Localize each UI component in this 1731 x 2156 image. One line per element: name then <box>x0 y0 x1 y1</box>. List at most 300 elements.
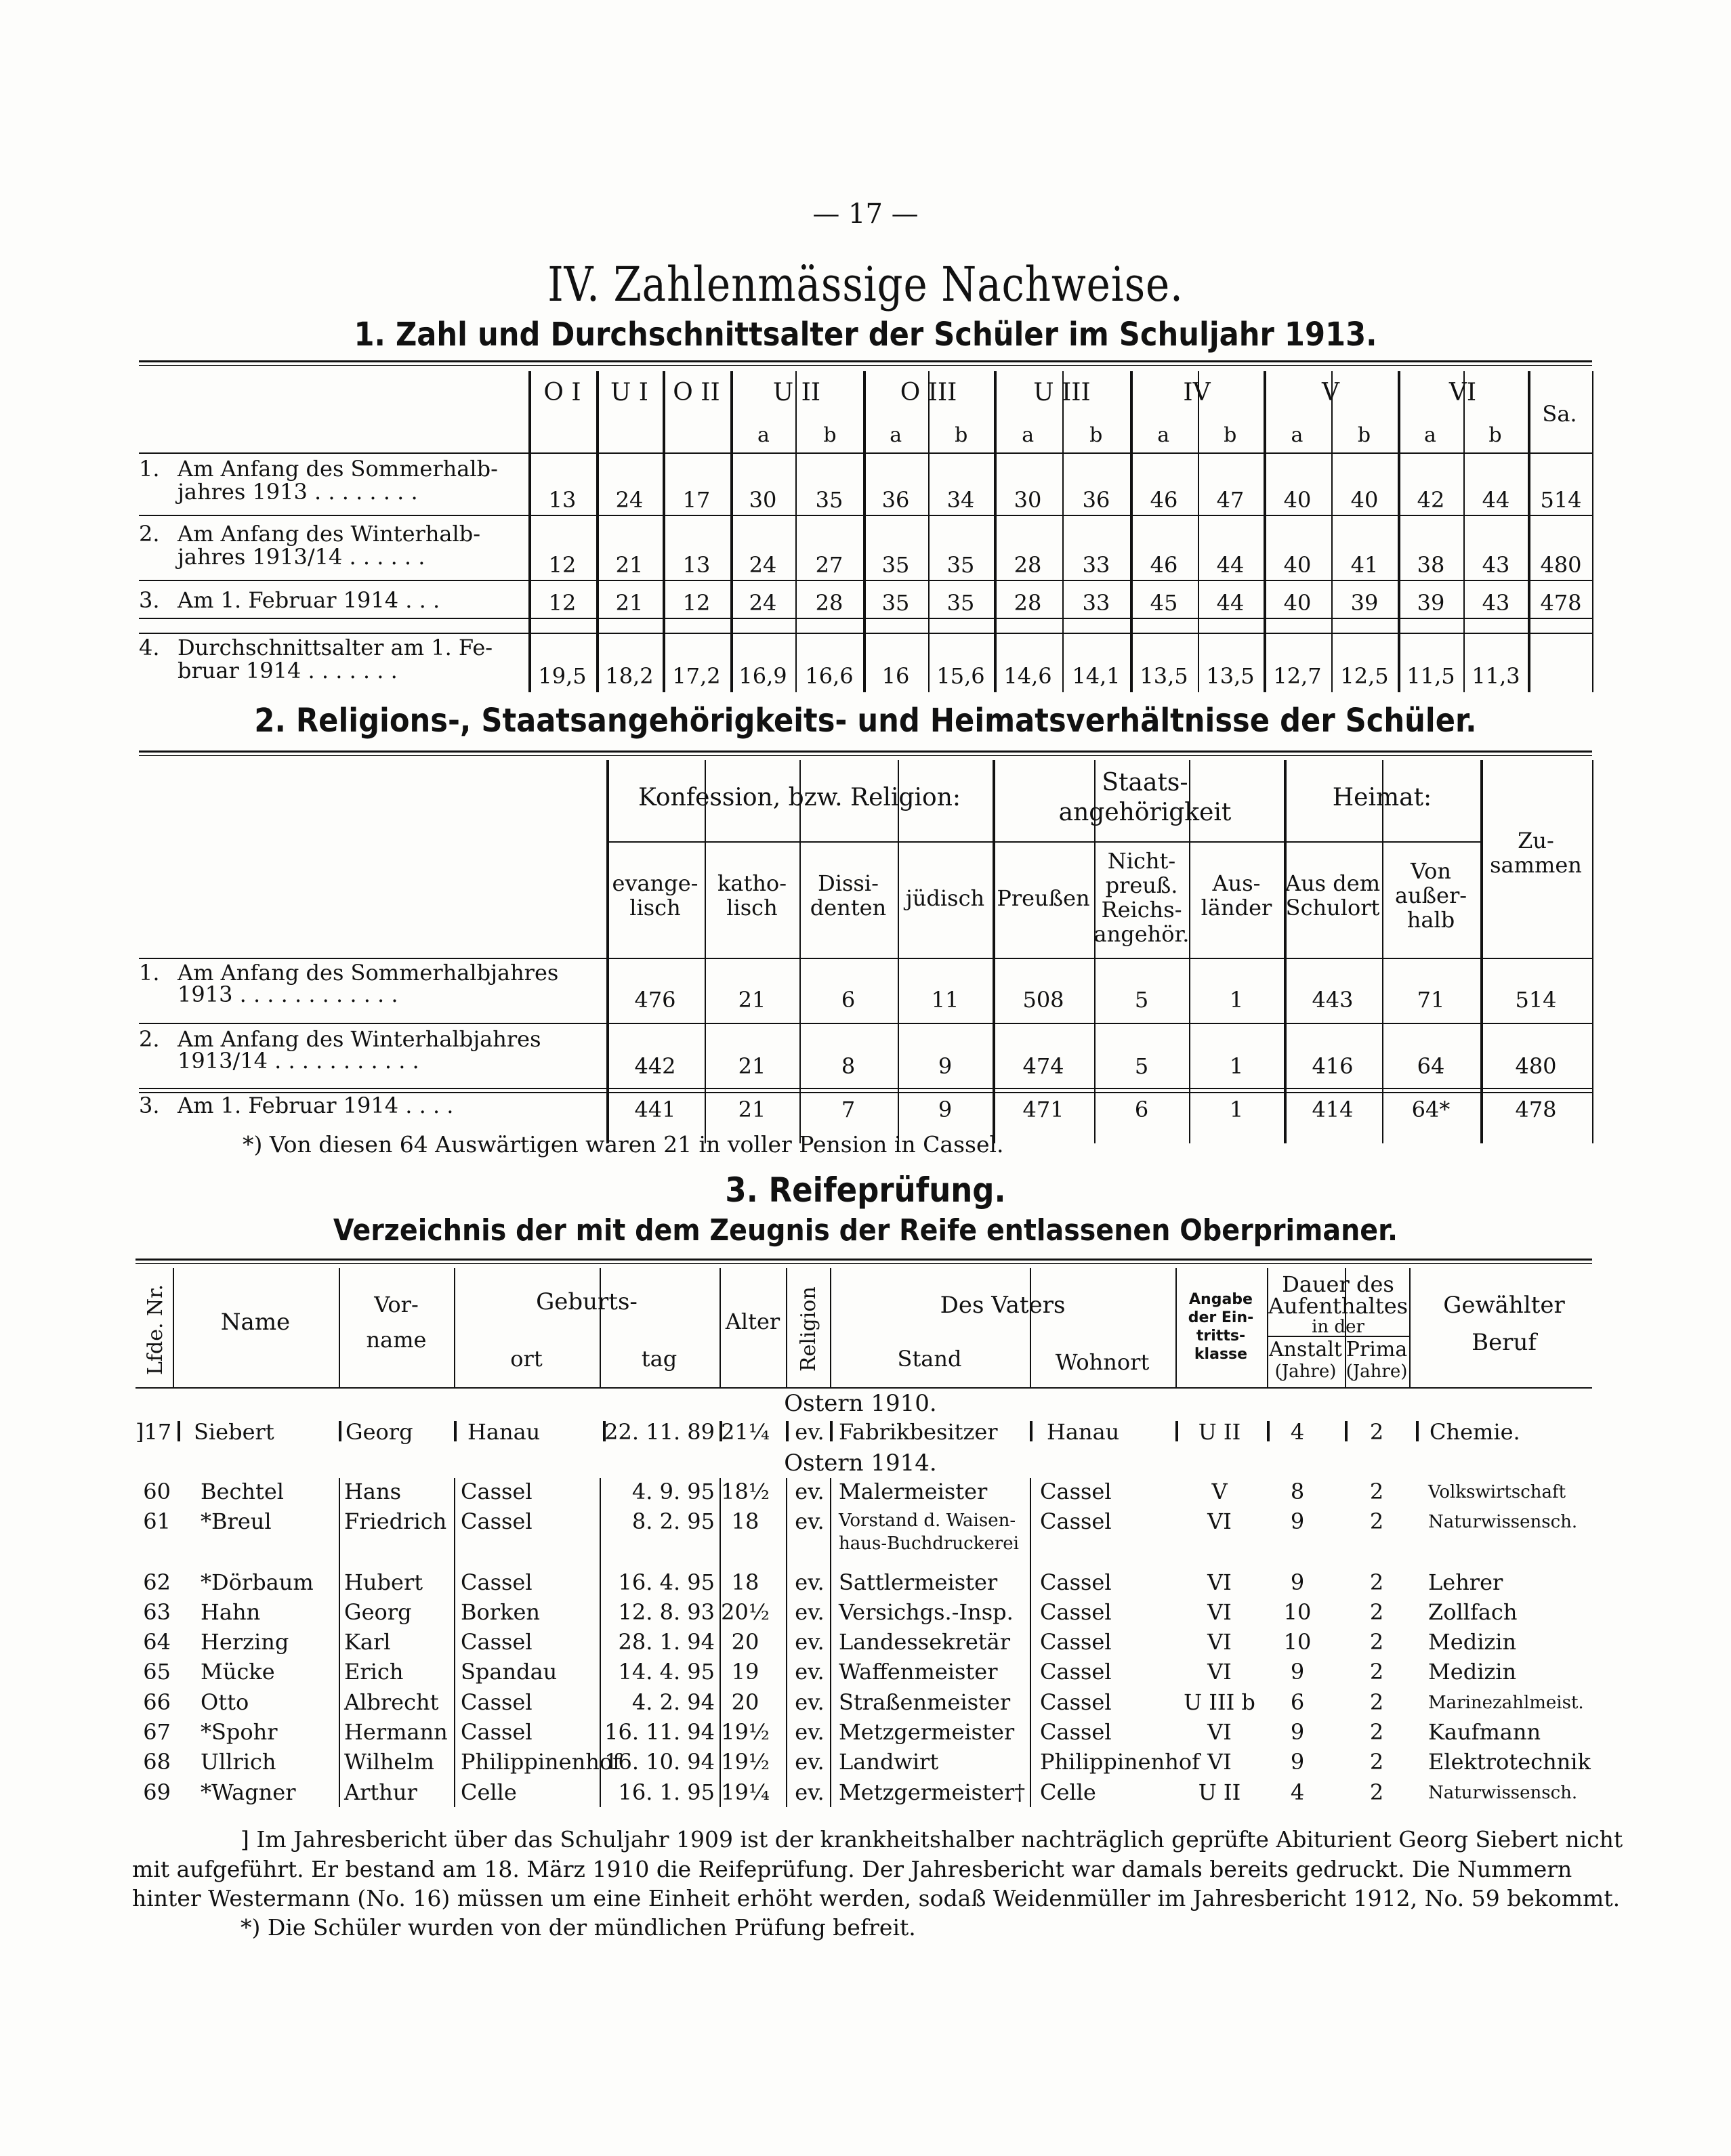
header-religion: Religion <box>797 1286 820 1372</box>
cell-divider-mark <box>454 1421 457 1441</box>
data-cell: 478 <box>1515 1097 1557 1122</box>
religion: ev. <box>795 1419 825 1445</box>
data-cell: 443 <box>1312 987 1354 1013</box>
data-cell: 480 <box>1515 1053 1557 1079</box>
column-header: angehör. <box>1093 921 1190 947</box>
years-school: 10 <box>1283 1629 1312 1655</box>
years-school: 9 <box>1290 1508 1305 1534</box>
data-cell: 21 <box>738 987 766 1013</box>
father-occupation: Metzgermeister† <box>839 1779 1026 1805</box>
data-cell: 514 <box>1515 987 1557 1013</box>
entry-class: U III b <box>1184 1689 1255 1715</box>
row-label: Am Anfang des Sommerhalbjahres <box>178 960 559 986</box>
father-occupation-line2: haus-Buchdruckerei <box>839 1534 1019 1554</box>
years-prima: 2 <box>1369 1629 1384 1655</box>
header-dauer-1: Dauer des <box>1282 1271 1394 1297</box>
data-cell: 40 <box>1283 590 1312 616</box>
header-heimat: Heimat: <box>1332 784 1432 811</box>
data-cell: 14,6 <box>1003 663 1052 689</box>
years-prima: 2 <box>1369 1419 1384 1445</box>
student-vorname: Georg <box>344 1599 412 1625</box>
age: 19¼ <box>721 1779 770 1805</box>
chosen-career: Naturwissensch. <box>1428 1783 1578 1803</box>
header-prima-2: (Jahre) <box>1346 1361 1408 1382</box>
header-eintritt: Angabe <box>1189 1291 1253 1308</box>
column-rule <box>898 760 899 1143</box>
data-cell: 16,9 <box>738 663 787 689</box>
father-residence: Cassel <box>1040 1479 1112 1504</box>
chosen-career: Medizin <box>1428 1659 1517 1685</box>
row-label: Am 1. Februar 1914 . . . <box>178 587 440 613</box>
row-number: 2. <box>139 1026 160 1052</box>
data-cell: 6 <box>841 987 856 1013</box>
data-cell: 30 <box>1014 487 1042 513</box>
birth-place: Cassel <box>461 1508 533 1534</box>
data-cell: 28 <box>1014 552 1042 578</box>
column-header: Zu- <box>1518 828 1554 853</box>
header-vorname-1: Vor- <box>374 1292 419 1317</box>
birth-place: Cassel <box>461 1689 533 1715</box>
student-vorname: Wilhelm <box>344 1749 434 1775</box>
cell-divider-mark <box>1175 1421 1178 1441</box>
class-column-rule <box>1331 371 1333 692</box>
column-header: denten <box>810 895 887 921</box>
data-cell: 16 <box>881 663 910 689</box>
data-cell: 6 <box>1134 1097 1149 1122</box>
age: 18 <box>731 1508 759 1534</box>
data-cell: 47 <box>1216 487 1245 513</box>
data-cell: 24 <box>749 590 777 616</box>
student-name: *Dörbaum <box>201 1569 314 1595</box>
years-school: 4 <box>1290 1779 1305 1805</box>
column-header: Nicht- <box>1107 848 1176 874</box>
data-cell: 33 <box>1082 590 1110 616</box>
class-column-rule <box>1463 371 1465 692</box>
data-cell: 17,2 <box>672 663 721 689</box>
class-column-rule <box>1198 371 1199 692</box>
birth-date: 4. 9. 95 <box>631 1479 715 1504</box>
class-column-rule <box>730 371 733 692</box>
chosen-career: Medizin <box>1428 1629 1517 1655</box>
father-residence: Philippinenhof <box>1040 1749 1200 1775</box>
header-vaters: Des Vaters <box>940 1292 1066 1319</box>
data-cell: 12,7 <box>1273 663 1322 689</box>
class-column-rule <box>1264 371 1266 692</box>
student-vorname: Albrecht <box>344 1689 439 1715</box>
header-dauer-3: in der <box>1312 1317 1364 1337</box>
row-number: 1. <box>139 456 160 482</box>
entry-class: VI <box>1207 1508 1232 1534</box>
data-cell: 474 <box>1022 1053 1064 1079</box>
class-column-rule <box>1130 371 1133 692</box>
father-residence: Hanau <box>1047 1419 1120 1445</box>
column-header: Aus dem <box>1285 870 1381 896</box>
entry-class: V <box>1211 1479 1228 1504</box>
class-column-rule <box>928 371 930 692</box>
entry-class: U II <box>1198 1419 1241 1445</box>
header-beruf-1: Gewählter <box>1443 1292 1565 1319</box>
note-line-3: hinter Westermann (No. 16) müssen um eine Einheit erhöht werden, sodaß Weidenmüller im Jahresbericht 1912, No. 59 bekommt. <box>132 1885 1621 1911</box>
class-column-rule <box>1062 371 1064 692</box>
class-header: U I <box>610 379 648 406</box>
data-cell: 28 <box>1014 590 1042 616</box>
note-line-1: ] Im Jahresbericht über das Schuljahr 1909 ist der krankheitshalber nachträglich geprüfte Abiturient Georg Siebert nicht <box>241 1826 1623 1853</box>
row-label: Am Anfang des Sommerhalb- <box>178 456 498 482</box>
data-cell: 480 <box>1540 552 1582 578</box>
column-header: außer- <box>1394 883 1467 908</box>
data-cell: 476 <box>634 987 676 1013</box>
chosen-career: Naturwissensch. <box>1428 1512 1578 1532</box>
father-occupation: Straßenmeister <box>839 1689 1011 1715</box>
section2-top-rule <box>139 751 1592 756</box>
data-cell: 11,3 <box>1472 663 1520 689</box>
column-header: Dissi- <box>818 870 879 896</box>
entry-class: VI <box>1207 1719 1232 1745</box>
birth-date: 16. 1. 95 <box>618 1779 715 1805</box>
religion: ev. <box>795 1659 825 1685</box>
religion: ev. <box>795 1479 825 1504</box>
data-cell: 41 <box>1350 552 1379 578</box>
sub-header-a: a <box>1291 423 1304 447</box>
class-header: IV <box>1183 379 1211 406</box>
cell-divider-mark <box>1345 1421 1348 1441</box>
data-cell: 7 <box>841 1097 856 1122</box>
header-name: Name <box>220 1309 291 1336</box>
father-occupation: Sattlermeister <box>839 1569 998 1595</box>
cell-divider-mark <box>830 1421 833 1441</box>
header-alter: Alter <box>725 1309 780 1334</box>
data-cell: 64 <box>1417 1053 1445 1079</box>
birth-date: 8. 2. 95 <box>631 1508 715 1534</box>
entry-class: VI <box>1207 1659 1232 1685</box>
header-stand: Stand <box>897 1346 962 1372</box>
student-vorname: Hans <box>344 1479 402 1504</box>
age: 18 <box>731 1569 759 1595</box>
years-school: 9 <box>1290 1569 1305 1595</box>
sub-header-b: b <box>1488 423 1502 447</box>
religion: ev. <box>795 1629 825 1655</box>
header-wohnort: Wohnort <box>1055 1349 1150 1375</box>
cell-divider-mark <box>178 1421 180 1441</box>
data-cell: 1 <box>1229 987 1244 1013</box>
class-column-rule <box>795 371 797 692</box>
data-cell: 13 <box>682 552 711 578</box>
chosen-career: Lehrer <box>1428 1569 1503 1595</box>
column-rule <box>1382 760 1383 1143</box>
sum-header: Sa. <box>1542 401 1577 427</box>
row-label: Durchschnittsalter am 1. Fe- <box>178 635 493 660</box>
data-cell: 15,6 <box>936 663 985 689</box>
data-cell: 478 <box>1540 590 1582 616</box>
section3-subtitle: Verzeichnis der mit dem Zeugnis der Reife entlassenen Oberprimaner. <box>333 1213 1398 1248</box>
father-residence: Cassel <box>1040 1689 1112 1715</box>
years-school: 10 <box>1283 1599 1312 1625</box>
years-prima: 2 <box>1369 1749 1384 1775</box>
row-label: jahres 1913/14 . . . . . . <box>178 544 425 570</box>
class-header: O I <box>543 379 581 406</box>
group-ostern-1910: Ostern 1910. <box>784 1390 937 1417</box>
birth-place: Hanau <box>467 1419 541 1445</box>
body-column-rule <box>339 1478 340 1807</box>
student-number: 64 <box>143 1629 171 1655</box>
column-header: halb <box>1406 907 1455 933</box>
class-header: V <box>1322 379 1339 406</box>
entry-class: VI <box>1207 1599 1232 1625</box>
header-staats-2: angehörigkeit <box>1058 799 1232 826</box>
data-cell: 414 <box>1312 1097 1354 1122</box>
birth-date: 28. 1. 94 <box>618 1629 715 1655</box>
data-cell: 21 <box>738 1053 766 1079</box>
data-cell: 21 <box>615 590 644 616</box>
data-cell: 35 <box>946 590 975 616</box>
data-cell: 33 <box>1082 552 1110 578</box>
student-number: 68 <box>143 1749 171 1775</box>
data-cell: 13 <box>548 487 577 513</box>
chosen-career: Chemie. <box>1430 1419 1520 1445</box>
data-cell: 28 <box>815 590 843 616</box>
cell-divider-mark <box>719 1421 722 1441</box>
column-header: lisch <box>629 895 681 921</box>
header-column-rule <box>786 1268 787 1387</box>
column-rule <box>1284 760 1287 1143</box>
years-school: 6 <box>1290 1689 1305 1715</box>
data-cell: 38 <box>1417 552 1445 578</box>
class-header: VI <box>1448 379 1477 406</box>
group-header-rule <box>606 841 1284 843</box>
years-school: 8 <box>1290 1479 1305 1504</box>
father-occupation: Landessekretär <box>839 1629 1010 1655</box>
age: 20 <box>731 1689 759 1715</box>
birth-place: Cassel <box>461 1569 533 1595</box>
column-rule <box>705 760 706 1143</box>
birth-date: 22. 11. 89 <box>604 1419 715 1445</box>
row-rule <box>139 580 1592 581</box>
data-cell: 471 <box>1022 1097 1064 1122</box>
class-header: O II <box>673 379 720 406</box>
header-column-rule <box>173 1268 174 1387</box>
data-cell: 27 <box>815 552 843 578</box>
header-tag: tag <box>641 1346 677 1372</box>
data-cell: 12 <box>548 590 577 616</box>
student-vorname: Hubert <box>344 1569 423 1595</box>
column-header: jüdisch <box>905 885 985 911</box>
data-cell: 44 <box>1482 487 1510 513</box>
header-bottom-rule <box>135 1387 1592 1389</box>
row-label: Am 1. Februar 1914 . . . . <box>178 1093 454 1118</box>
data-cell: 13,5 <box>1206 663 1255 689</box>
header-column-rule <box>830 1268 831 1387</box>
column-rule <box>606 760 609 1143</box>
body-column-rule <box>719 1478 721 1807</box>
birth-place: Cassel <box>461 1479 533 1504</box>
row-rule <box>139 515 1592 516</box>
cell-divider-mark <box>603 1421 606 1441</box>
body-column-rule <box>600 1478 601 1807</box>
column-header: länder <box>1201 895 1272 921</box>
birth-date: 4. 2. 94 <box>631 1689 715 1715</box>
cell-divider-mark <box>1030 1421 1033 1441</box>
student-vorname: Georg <box>346 1419 413 1445</box>
student-number: 66 <box>143 1689 171 1715</box>
student-name: Mücke <box>201 1659 275 1685</box>
section2-footnote: *) Von diesen 64 Auswärtigen waren 21 in voller Pension in Cassel. <box>243 1131 1004 1158</box>
father-occupation: Vorstand d. Waisen- <box>839 1510 1016 1531</box>
data-cell: 1 <box>1229 1053 1244 1079</box>
row-label: Am Anfang des Winterhalbjahres <box>178 1026 541 1052</box>
chosen-career: Zollfach <box>1428 1599 1518 1625</box>
father-residence: Cassel <box>1040 1599 1112 1625</box>
header-konfession: Konfession, bzw. Religion: <box>638 784 961 811</box>
data-cell: 17 <box>682 487 711 513</box>
column-header: preuß. <box>1105 872 1178 898</box>
student-number: 69 <box>143 1779 171 1805</box>
religion: ev. <box>795 1719 825 1745</box>
data-cell: 441 <box>634 1097 676 1122</box>
cell-divider-mark <box>1267 1421 1270 1441</box>
data-cell: 44 <box>1216 590 1245 616</box>
section1-title: 1. Zahl und Durchschnittsalter der Schüler im Schuljahr 1913. <box>354 316 1377 354</box>
row-label: bruar 1914 . . . . . . . <box>178 658 398 683</box>
student-number: 62 <box>143 1569 171 1595</box>
data-cell: 36 <box>881 487 910 513</box>
data-cell: 12 <box>682 590 711 616</box>
data-cell: 35 <box>881 552 910 578</box>
data-cell: 42 <box>1417 487 1445 513</box>
birth-place: Philippinenhof <box>461 1749 621 1775</box>
student-name: Ullrich <box>201 1749 276 1775</box>
birth-place: Cassel <box>461 1629 533 1655</box>
row-rule <box>139 633 1592 634</box>
years-school: 4 <box>1290 1419 1305 1445</box>
data-cell: 16,6 <box>805 663 854 689</box>
birth-date: 16. 4. 95 <box>618 1569 715 1595</box>
religion: ev. <box>795 1599 825 1625</box>
header-dauer-2: Aufenthaltes <box>1268 1293 1409 1319</box>
data-cell: 416 <box>1312 1053 1354 1079</box>
data-cell: 11 <box>931 987 959 1013</box>
body-column-rule <box>454 1478 455 1807</box>
data-cell: 1 <box>1229 1097 1244 1122</box>
religion: ev. <box>795 1508 825 1534</box>
row-number: 4. <box>139 635 160 660</box>
data-cell: 8 <box>841 1053 856 1079</box>
birth-place: Cassel <box>461 1719 533 1745</box>
student-name: *Wagner <box>201 1779 296 1805</box>
header-staats-1: Staats- <box>1102 769 1188 797</box>
column-header: Preußen <box>997 885 1090 911</box>
header-lfde: Lfde. Nr. <box>144 1284 167 1375</box>
data-cell: 40 <box>1350 487 1379 513</box>
sub-header-a: a <box>1157 423 1170 447</box>
father-occupation: Waffenmeister <box>839 1659 998 1685</box>
data-cell: 9 <box>938 1053 953 1079</box>
student-name: Bechtel <box>201 1479 285 1504</box>
sub-header-b: b <box>1224 423 1237 447</box>
column-header: sammen <box>1490 852 1582 878</box>
years-prima: 2 <box>1369 1599 1384 1625</box>
years-school: 9 <box>1290 1749 1305 1775</box>
age: 19½ <box>721 1749 770 1775</box>
column-header: Schulort <box>1285 895 1380 921</box>
father-residence: Celle <box>1040 1779 1096 1805</box>
column-header: katho- <box>717 870 787 896</box>
data-cell: 11,5 <box>1406 663 1455 689</box>
birth-place: Celle <box>461 1779 517 1805</box>
class-header: O III <box>900 379 957 406</box>
years-prima: 2 <box>1369 1719 1384 1745</box>
body-column-rule <box>786 1478 787 1807</box>
group-ostern-1914: Ostern 1914. <box>784 1450 937 1477</box>
row-number: 3. <box>139 1093 160 1118</box>
body-column-rule <box>1030 1478 1031 1807</box>
birth-date: 14. 4. 95 <box>618 1659 715 1685</box>
birth-place: Borken <box>461 1599 541 1625</box>
student-number: 65 <box>143 1659 171 1685</box>
sub-header-a: a <box>890 423 902 447</box>
section3-title: 3. Reifeprüfung. <box>725 1170 1006 1210</box>
years-prima: 2 <box>1369 1689 1384 1715</box>
birth-date: 16. 10. 94 <box>604 1749 715 1775</box>
header-bottom-rule <box>139 958 1592 959</box>
student-name: Hahn <box>201 1599 261 1625</box>
column-rule <box>1480 760 1483 1143</box>
header-geburts: Geburts- <box>536 1288 638 1315</box>
father-residence: Cassel <box>1040 1719 1112 1745</box>
father-occupation: Landwirt <box>839 1749 939 1775</box>
column-header: Von <box>1410 858 1452 884</box>
student-name: *Breul <box>201 1508 272 1534</box>
note-line-4: *) Die Schüler wurden von der mündlichen Prüfung befreit. <box>241 1914 916 1941</box>
student-number: 67 <box>143 1719 171 1745</box>
cell-divider-mark <box>1416 1421 1419 1441</box>
class-header: U II <box>772 379 821 406</box>
page-number: — 17 — <box>812 198 919 230</box>
column-rule <box>799 760 801 1143</box>
class-column-rule <box>994 371 997 692</box>
student-number: ]17 <box>135 1419 172 1445</box>
data-cell: 13,5 <box>1140 663 1188 689</box>
student-name: Siebert <box>194 1419 274 1445</box>
sub-header-b: b <box>1089 423 1103 447</box>
age: 19½ <box>721 1719 770 1745</box>
row-label: 1913 . . . . . . . . . . . . <box>178 981 398 1007</box>
age: 21¼ <box>721 1419 770 1445</box>
religion: ev. <box>795 1569 825 1595</box>
birth-date: 12. 8. 93 <box>618 1599 715 1625</box>
father-residence: Cassel <box>1040 1659 1112 1685</box>
class-column-rule <box>863 371 866 692</box>
data-cell: 18,2 <box>605 663 654 689</box>
years-prima: 2 <box>1369 1479 1384 1504</box>
header-eintritt: tritts- <box>1196 1328 1246 1345</box>
entry-class: VI <box>1207 1629 1232 1655</box>
student-vorname: Arthur <box>344 1779 417 1805</box>
data-cell: 24 <box>749 552 777 578</box>
data-cell: 46 <box>1150 552 1178 578</box>
father-occupation: Metzgermeister <box>839 1719 1015 1745</box>
data-cell: 442 <box>634 1053 676 1079</box>
column-header: Reichs- <box>1101 897 1182 923</box>
data-cell: 39 <box>1417 590 1445 616</box>
body-column-rule <box>830 1478 831 1807</box>
column-header: evange- <box>612 870 698 896</box>
sub-header-a: a <box>1022 423 1035 447</box>
years-prima: 2 <box>1369 1569 1384 1595</box>
father-occupation: Fabrikbesitzer <box>839 1419 998 1445</box>
data-cell: 14,1 <box>1072 663 1121 689</box>
data-cell: 35 <box>815 487 843 513</box>
row-number: 2. <box>139 521 160 547</box>
